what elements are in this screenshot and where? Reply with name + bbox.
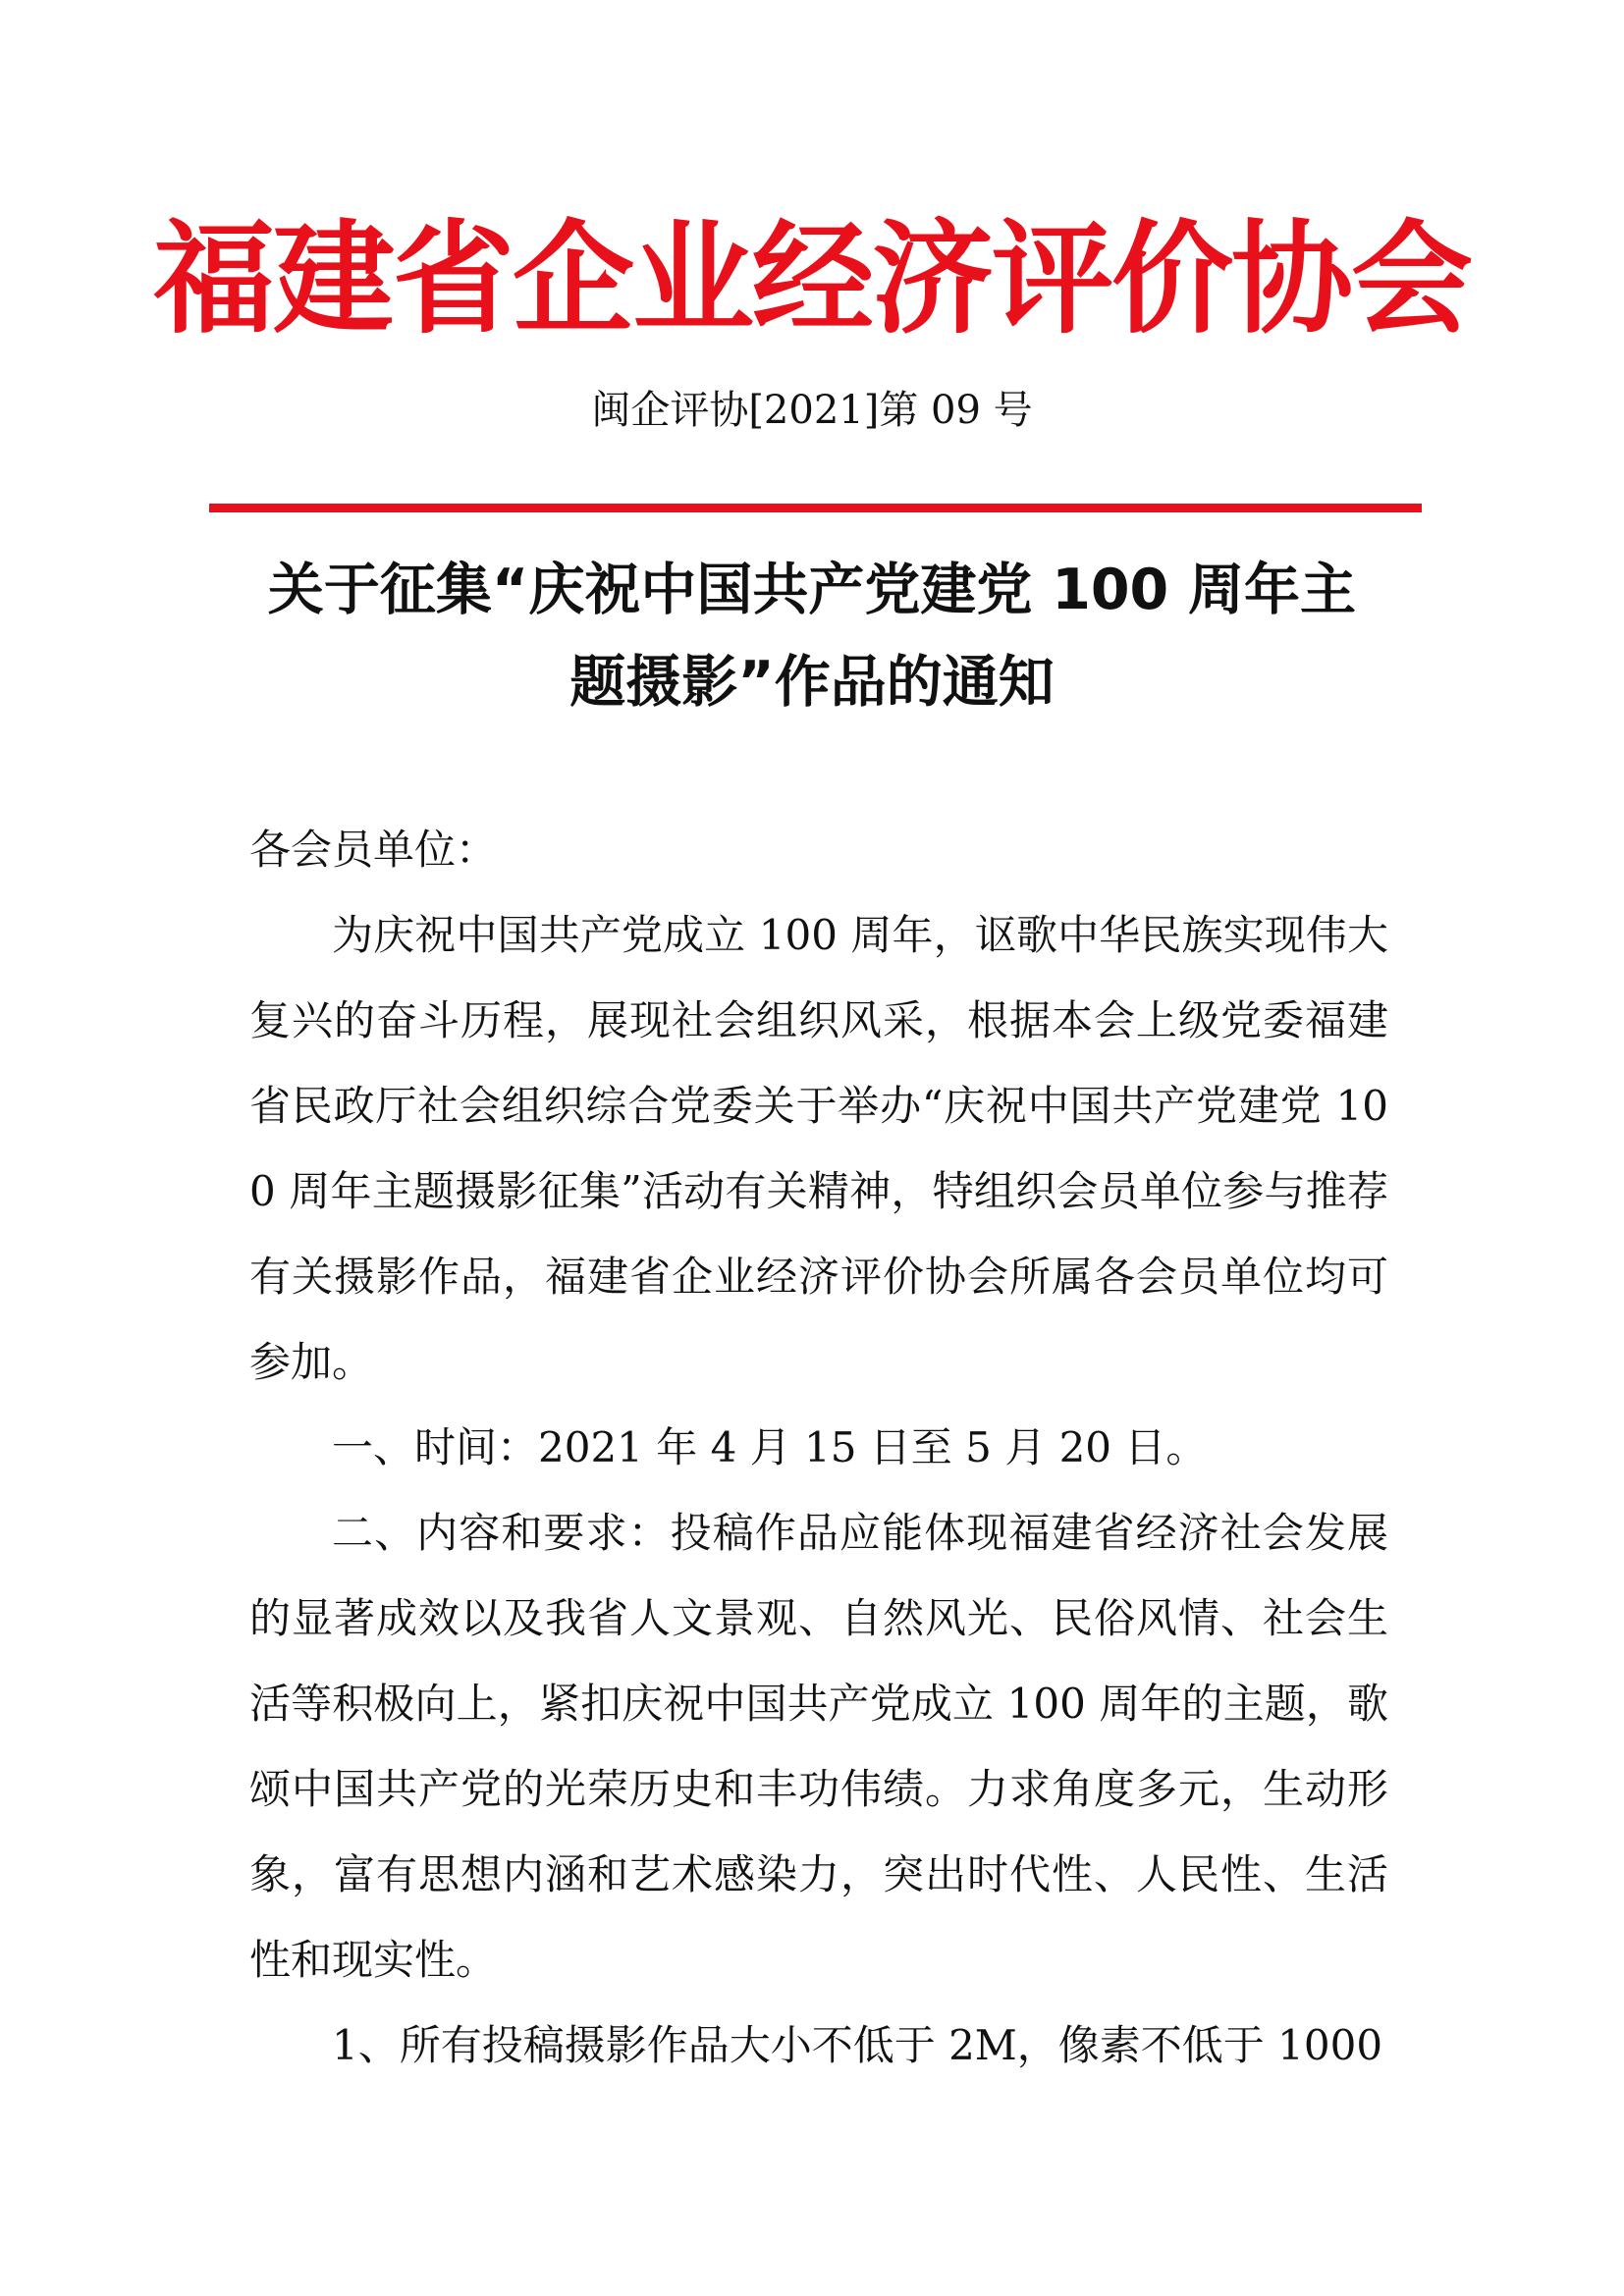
notice-title — [196, 544, 1428, 728]
notice-title-line-1: 关于征集“庆祝中国共产党建党 100 周年主 — [267, 558, 1357, 622]
body-paragraph-item-1: 1、所有投稿摄影作品大小不低于 2M，像素不低于 1000 — [332, 2021, 1383, 2069]
red-divider-rule — [209, 504, 1422, 512]
salutation: 各会员单位： — [249, 826, 498, 874]
notice-title-line-2: 题摄影”作品的通知 — [569, 650, 1055, 715]
body-paragraph-time: 一、时间：2021 年 4 月 15 日至 5 月 20 日。 — [332, 1423, 1208, 1471]
document-number: 闽企评协[2021]第 09 号 — [591, 388, 1033, 433]
organization-header: 福建省企业经济评价协会 — [152, 209, 1471, 350]
body-paragraph-content-requirements: 二、内容和要求：投稿作品应能体现福建省经济社会发展的显著成效以及我省人文景观、自然风光、民俗风情、社会生活等积极向上，紧扣庆祝中国共产党成立 100 周年的主题，歌颂中国共产党的光荣历史和丰功伟绩。力求角度多元，生动形象，富有思想内涵和艺术感染力，突出时代性、人民性、生活性和现实性。 — [249, 1509, 1388, 1984]
notice-body — [249, 807, 1388, 2088]
body-paragraph-intro: 为庆祝中国共产党成立 100 周年，讴歌中华民族实现伟大复兴的奋斗历程，展现社会组织风采，根据本会上级党委福建省民政厅社会组织综合党委关于举办“庆祝中国共产党建党 100 周年主题摄影征集”活动有关精神，特组织会员单位参与推荐有关摄影作品，福建省企业经济评价协会所属各会员单位均可参加。 — [249, 911, 1388, 1386]
